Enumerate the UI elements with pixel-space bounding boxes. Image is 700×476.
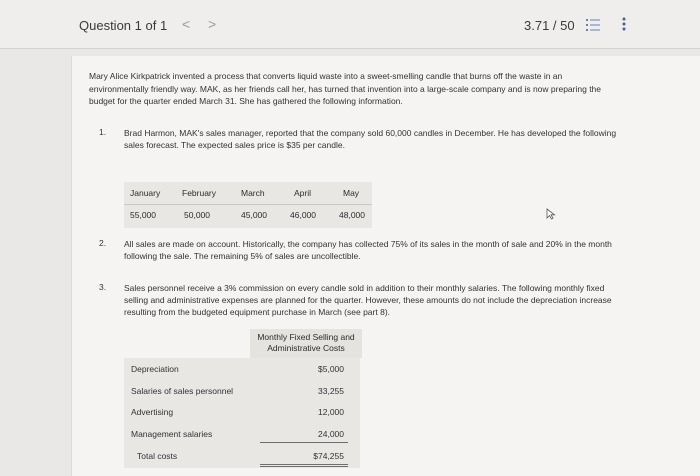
item-text: Sales personnel receive a 3% commission on every candle sold in addition to their monthly salaries. The following monthly fixed selling and administrative expenses are planned for the quarter. However, these amounts do not include the depreciation increase resulting from the budgeted equipment purchase in March (see part 8). [124, 283, 612, 317]
item-text: Brad Harmon, MAK's sales manager, reported that the company sold 60,000 candles in December. He has developed the following sales forecast. The expected sales price is $35 per candle. [124, 128, 617, 150]
table-header-cell: April [294, 188, 312, 198]
cost-label: Advertising [131, 407, 174, 417]
list-icon[interactable] [586, 19, 600, 31]
costs-column-header [250, 329, 362, 358]
total-double-rule-bottom [260, 466, 348, 467]
cost-value: $5,000 [318, 364, 344, 374]
more-vertical-icon[interactable] [622, 17, 626, 31]
table-cell: 46,000 [290, 210, 316, 220]
cursor-icon [546, 208, 556, 220]
costs-header-line1: Monthly Fixed Selling and [257, 332, 355, 342]
table-cell: 50,000 [184, 210, 210, 220]
costs-header-line2: Administrative Costs [267, 343, 345, 353]
previous-question-button[interactable]: < [182, 16, 191, 32]
item-number: 3. [99, 282, 107, 292]
subtotal-rule [260, 442, 348, 443]
cost-label: Salaries of sales personnel [131, 386, 234, 396]
score-display: 3.71 / 50 [524, 18, 575, 33]
item-text: All sales are made on account. Historically, the company has collected 75% of its sales in the month of sale and 20% in the month following the sale. The remaining 5% of sales are uncollectible. [124, 239, 612, 261]
cost-value: 12,000 [318, 407, 344, 417]
cost-value: 33,255 [318, 386, 344, 396]
table-header-cell: May [343, 188, 360, 198]
table-cell: 48,000 [339, 210, 365, 220]
item-number: 2. [99, 238, 107, 248]
item-number: 1. [99, 127, 107, 137]
table-header-cell: January [130, 188, 161, 198]
cost-label: Depreciation [131, 364, 179, 374]
next-question-button[interactable]: > [208, 16, 217, 32]
table-header-cell: March [241, 188, 265, 198]
total-value: $74,255 [313, 451, 344, 461]
problem-intro: Mary Alice Kirkpatrick invented a process that converts liquid waste into a sweet-smelling candle that burns off the waste in an environmentally friendly way. MAK, as her friends call her, has turned that invention into a large-scale company and is now preparing the budget for the quarter ended March 31. She has gathered the following information. [89, 71, 602, 106]
table-divider [124, 204, 372, 205]
question-counter: Question 1 of 1 [79, 18, 168, 33]
table-cell: 45,000 [241, 210, 267, 220]
total-double-rule-top [260, 464, 348, 465]
total-label: Total costs [137, 451, 178, 461]
table-header-cell: February [182, 188, 217, 198]
cost-value: 24,000 [318, 429, 344, 439]
fixed-costs-table [124, 358, 360, 468]
sales-forecast-table [124, 182, 372, 228]
table-cell: 55,000 [130, 210, 156, 220]
question-header [0, 0, 700, 49]
cost-label: Management salaries [131, 429, 213, 439]
